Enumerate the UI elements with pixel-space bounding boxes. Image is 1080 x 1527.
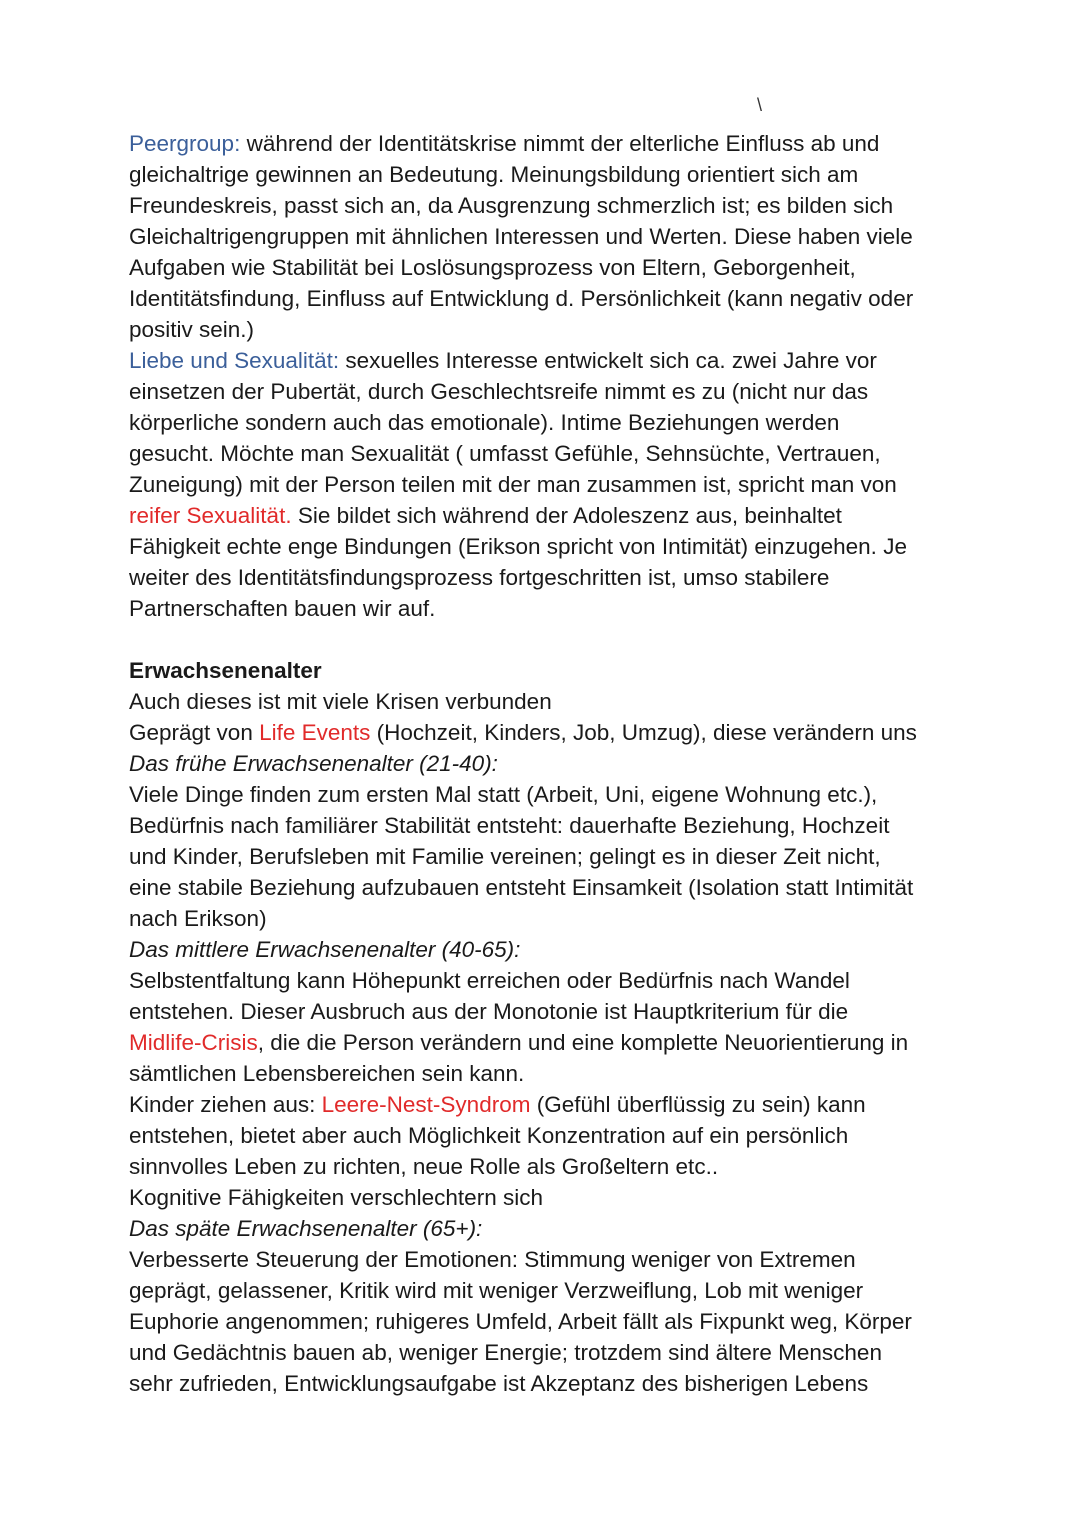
text-line: sinnvolles Leben zu richten, neue Rolle als Großeltern etc.. bbox=[129, 1154, 719, 1179]
text-line: einsetzen der Pubertät, durch Geschlechtsreife nimmt es zu (nicht nur das bbox=[129, 379, 869, 404]
text-line: Aufgaben wie Stabilität bei Loslösungsprozess von Eltern, Geborgenheit, bbox=[129, 255, 856, 280]
text-line: Zuneigung) mit der Person teilen mit der man zusammen ist, spricht man von bbox=[129, 472, 897, 497]
term-life-events: Life Events bbox=[259, 720, 371, 745]
text-run: (Hochzeit, Kinders, Job, Umzug), diese verändern uns bbox=[370, 720, 917, 745]
text-line: entstehen, bietet aber auch Möglichkeit Konzentration auf ein persönlich bbox=[129, 1123, 849, 1148]
text-line: und Kinder, Berufsleben mit Familie vereinen; gelingt es in dieser Zeit nicht, bbox=[129, 844, 881, 869]
subheading-late: Das späte Erwachsenenalter (65+): bbox=[129, 1216, 483, 1241]
text-line: sämtlichen Lebensbereichen sein kann. bbox=[129, 1061, 525, 1086]
text-line bbox=[129, 717, 959, 748]
text-line: Identitätsfindung, Einfluss auf Entwicklung d. Persönlichkeit (kann negativ oder bbox=[129, 286, 914, 311]
text-line: gleichaltrige gewinnen an Bedeutung. Meinungsbildung orientiert sich am bbox=[129, 162, 859, 187]
adulthood-section bbox=[129, 655, 959, 1399]
section-heading: Erwachsenenalter bbox=[129, 658, 322, 683]
peergroup-label: Peergroup: bbox=[129, 131, 241, 156]
text-line: Bedürfnis nach familiärer Stabilität entsteht: dauerhafte Beziehung, Hochzeit bbox=[129, 813, 890, 838]
term-leere-nest-syndrom: Leere-Nest-Syndrom bbox=[321, 1092, 531, 1117]
text-line bbox=[129, 1089, 959, 1120]
text-line: weiter des Identitätsfindungsprozess fortgeschritten ist, umso stabilere bbox=[129, 565, 830, 590]
text-line: Gleichaltrigengruppen mit ähnlichen Interessen und Werten. Diese haben viele bbox=[129, 224, 913, 249]
peergroup-paragraph bbox=[129, 128, 959, 345]
text-line: Freundeskreis, passt sich an, da Ausgrenzung schmerzlich ist; es bilden sich bbox=[129, 193, 894, 218]
text-line bbox=[129, 1027, 959, 1058]
text-run: sexuelles Interesse entwickelt sich ca. zwei Jahre vor bbox=[339, 348, 877, 373]
text-line: Fähigkeit echte enge Bindungen (Erikson spricht von Intimität) einzugehen. Je bbox=[129, 534, 907, 559]
text-run: Kinder ziehen aus: bbox=[129, 1092, 322, 1117]
text-line: Verbesserte Steuerung der Emotionen: Stimmung weniger von Extremen bbox=[129, 1247, 856, 1272]
document-page bbox=[129, 128, 959, 1399]
text-line: Viele Dinge finden zum ersten Mal statt (Arbeit, Uni, eigene Wohnung etc.), bbox=[129, 782, 878, 807]
text-line: entstehen. Dieser Ausbruch aus der Monotonie ist Hauptkriterium für die bbox=[129, 999, 849, 1024]
text-line: nach Erikson) bbox=[129, 906, 267, 931]
love-paragraph bbox=[129, 345, 959, 624]
text-run: , die die Person verändern und eine komplette Neuorientierung in bbox=[257, 1030, 909, 1055]
text-line: positiv sein.) bbox=[129, 317, 255, 342]
text-run: (Gefühl überflüssig zu sein) kann bbox=[530, 1092, 866, 1117]
subheading-middle: Das mittlere Erwachsenenalter (40-65): bbox=[129, 937, 521, 962]
text-line: und Gedächtnis bauen ab, weniger Energie; trotzdem sind ältere Menschen bbox=[129, 1340, 882, 1365]
text-line bbox=[129, 500, 959, 531]
term-reife-sexualitaet: reifer Sexualität. bbox=[129, 503, 292, 528]
text-line: gesucht. Möchte man Sexualität ( umfasst Gefühle, Sehnsüchte, Vertrauen, bbox=[129, 441, 881, 466]
text-line: Selbstentfaltung kann Höhepunkt erreichen oder Bedürfnis nach Wandel bbox=[129, 968, 850, 993]
paragraph-gap bbox=[129, 624, 959, 655]
text-line: Partnerschaften bauen wir auf. bbox=[129, 596, 436, 621]
love-label: Liebe und Sexualität: bbox=[129, 348, 340, 373]
text-line bbox=[129, 128, 959, 159]
text-run: Sie bildet sich während der Adoleszenz aus, beinhaltet bbox=[291, 503, 842, 528]
text-line: geprägt, gelassener, Kritik wird mit weniger Verzweiflung, Lob mit weniger bbox=[129, 1278, 864, 1303]
text-line: Euphorie angenommen; ruhigeres Umfeld, Arbeit fällt als Fixpunkt weg, Körper bbox=[129, 1309, 912, 1334]
stray-mark: \ bbox=[757, 95, 763, 115]
text-line: Auch dieses ist mit viele Krisen verbunden bbox=[129, 689, 552, 714]
subheading-early: Das frühe Erwachsenenalter (21-40): bbox=[129, 751, 498, 776]
text-line: eine stabile Beziehung aufzubauen entsteht Einsamkeit (Isolation statt Intimität bbox=[129, 875, 914, 900]
term-midlife-crisis: Midlife-Crisis bbox=[129, 1030, 258, 1055]
text-line: körperliche sondern auch das emotionale). Intime Beziehungen werden bbox=[129, 410, 840, 435]
text-run: Geprägt von bbox=[129, 720, 260, 745]
text-run: während der Identitätskrise nimmt der elterliche Einfluss ab und bbox=[240, 131, 880, 156]
text-line: Kognitive Fähigkeiten verschlechtern sich bbox=[129, 1185, 543, 1210]
text-line bbox=[129, 345, 959, 376]
text-line: sehr zufrieden, Entwicklungsaufgabe ist Akzeptanz des bisherigen Lebens bbox=[129, 1371, 869, 1396]
